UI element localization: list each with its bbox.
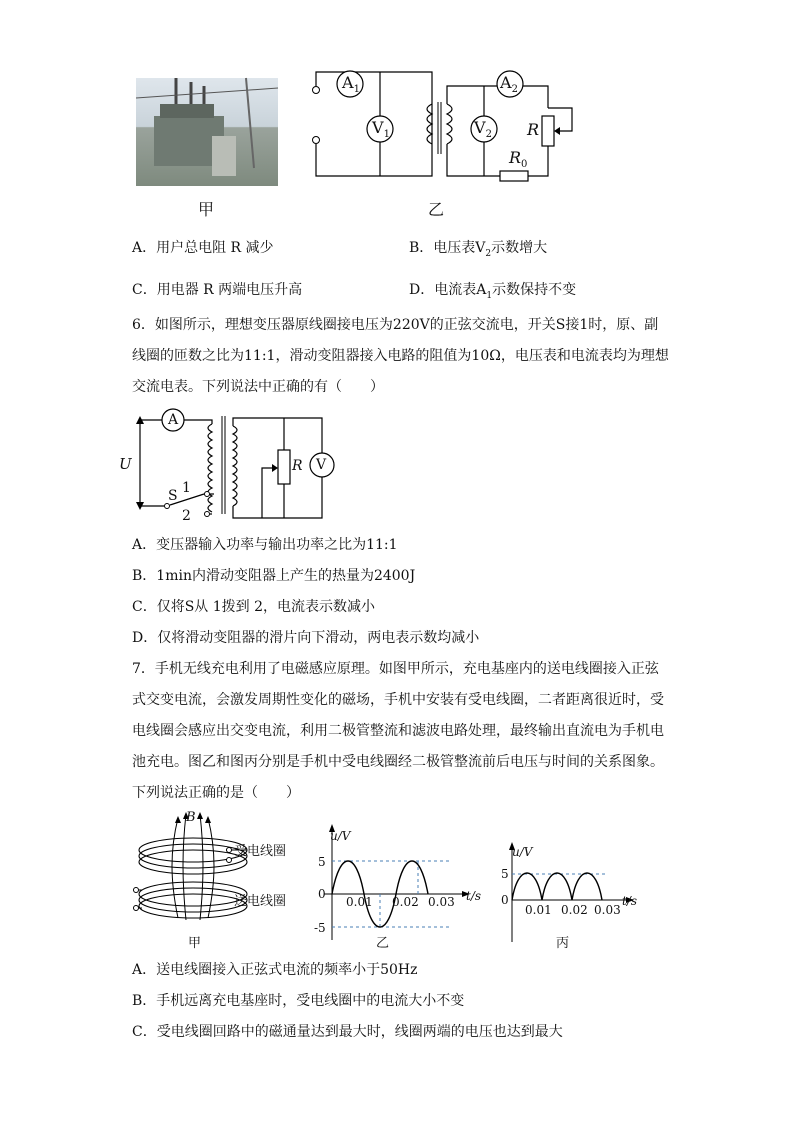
q5-fig-label-yi: 乙 bbox=[428, 200, 445, 219]
q6-option-a: A．变压器输入功率与输出功率之比为11:1 bbox=[132, 537, 398, 553]
q7-option-b: B．手机远离充电基座时，受电线圈中的电流大小不变 bbox=[132, 993, 465, 1009]
q7-stem-line-5: 下列说法正确的是（ ） bbox=[132, 785, 300, 801]
q7-yi-tick-0: 0 bbox=[318, 887, 326, 901]
q7-fig-jia-caption: 甲 bbox=[188, 936, 202, 951]
q7-stem-line-3: 电线圈会感应出交变电流，利用二极管整流和滤波电路处理，最终输出直流电为手机电 bbox=[132, 723, 664, 739]
transformer-photo-drawing bbox=[136, 78, 278, 186]
q7-bing-tick-001: 0.01 bbox=[525, 903, 552, 917]
voltmeter-v2-label: $V_2$ bbox=[474, 118, 492, 141]
q6-voltmeter-label: V bbox=[316, 457, 327, 473]
q6-option-b: B．1min内滑动变阻器上产生的热量为2400J bbox=[132, 568, 416, 584]
q5-fig-label-jia: 甲 bbox=[198, 200, 215, 219]
q7-receive-coil-label: 受电线圈 bbox=[234, 844, 287, 859]
q6-switch-s-label: S bbox=[168, 488, 178, 504]
q6-stem-line-2: 线圈的匝数之比为11:1，滑动变阻器接入电路的阻值为10Ω，电压表和电流表均为理想 bbox=[132, 348, 669, 364]
q7-bing-tick-002: 0.02 bbox=[561, 903, 588, 917]
transformer-photo bbox=[136, 78, 278, 186]
q6-switch-pos-2: 2 bbox=[182, 508, 191, 524]
resistor-r0-label: $R_0$ bbox=[509, 148, 528, 171]
q7-yi-tick-002: 0.02 bbox=[392, 895, 419, 909]
q7-option-c: C．受电线圈回路中的磁通量达到最大时，线圈两端的电压也达到最大 bbox=[132, 1024, 563, 1040]
q7-fig-yi-caption: 乙 bbox=[376, 936, 390, 951]
q7-coil-figure bbox=[130, 810, 290, 930]
q7-bing-tick-003: 0.03 bbox=[594, 903, 621, 917]
ammeter-a1-label: $A_1$ bbox=[342, 73, 360, 96]
q7-option-a: A．送电线圈接入正弦式电流的频率小于50Hz bbox=[132, 962, 418, 978]
q6-stem-line-1: 6．如图所示，理想变压器原线圈接电压为220V的正弦交流电，开关S接1时，原、副 bbox=[132, 317, 659, 333]
ammeter-a2-label: $A_2$ bbox=[500, 73, 518, 96]
q7-yi-tick-neg5: -5 bbox=[314, 921, 326, 935]
q6-switch-pos-1: 1 bbox=[182, 480, 191, 496]
q7-stem-line-4: 池充电。图乙和图丙分别是手机中受电线圈经二极管整流前后电压与时间的关系图象。 bbox=[132, 754, 664, 770]
q5-option-a: A．用户总电阻 R 减少 bbox=[132, 240, 274, 256]
q5-option-d: D．电流表$A_1$示数保持不变 bbox=[409, 282, 577, 301]
q6-resistor-r-label: R bbox=[292, 458, 303, 474]
voltmeter-v1-label: $V_1$ bbox=[372, 118, 390, 141]
q7-yi-xlabel: t/s bbox=[466, 889, 482, 903]
q5-option-c: C．用电器 R 两端电压升高 bbox=[132, 282, 303, 298]
q7-yi-tick-5: 5 bbox=[318, 855, 326, 869]
q7-yi-ylabel: u/V bbox=[330, 829, 351, 843]
q7-bing-xlabel: t/s bbox=[622, 894, 638, 908]
q7-field-b-label: B bbox=[186, 810, 196, 825]
q7-yi-tick-001: 0.01 bbox=[346, 895, 373, 909]
q7-stem-line-1: 7．手机无线充电利用了电磁感应原理。如图甲所示，充电基座内的送电线圈接入正弦 bbox=[132, 661, 659, 677]
q6-voltage-u-label: U bbox=[119, 455, 132, 473]
q6-ammeter-label: A bbox=[168, 412, 179, 428]
q7-bing-tick-5: 5 bbox=[501, 867, 509, 881]
q7-send-coil-label: 送电线圈 bbox=[234, 894, 287, 909]
q7-bing-tick-0: 0 bbox=[501, 893, 509, 907]
q7-bing-ylabel: u/V bbox=[512, 845, 533, 859]
q7-fig-bing-caption: 丙 bbox=[556, 936, 570, 951]
q7-yi-tick-003: 0.03 bbox=[428, 895, 455, 909]
q7-stem-line-2: 式交变电流，会激发周期性变化的磁场，手机中安装有受电线圈，二者距离很近时，受 bbox=[132, 692, 664, 708]
q6-stem-line-3: 交流电表。下列说法中正确的有（ ） bbox=[132, 379, 384, 395]
resistor-r-label: R bbox=[527, 120, 540, 139]
q6-option-d: D．仅将滑动变阻器的滑片向下滑动，两电表示数均减小 bbox=[132, 630, 480, 646]
q5-option-b: B．电压表$V_2$示数增大 bbox=[409, 240, 548, 259]
q6-option-c: C．仅将S从 1拨到 2，电流表示数减小 bbox=[132, 599, 376, 615]
